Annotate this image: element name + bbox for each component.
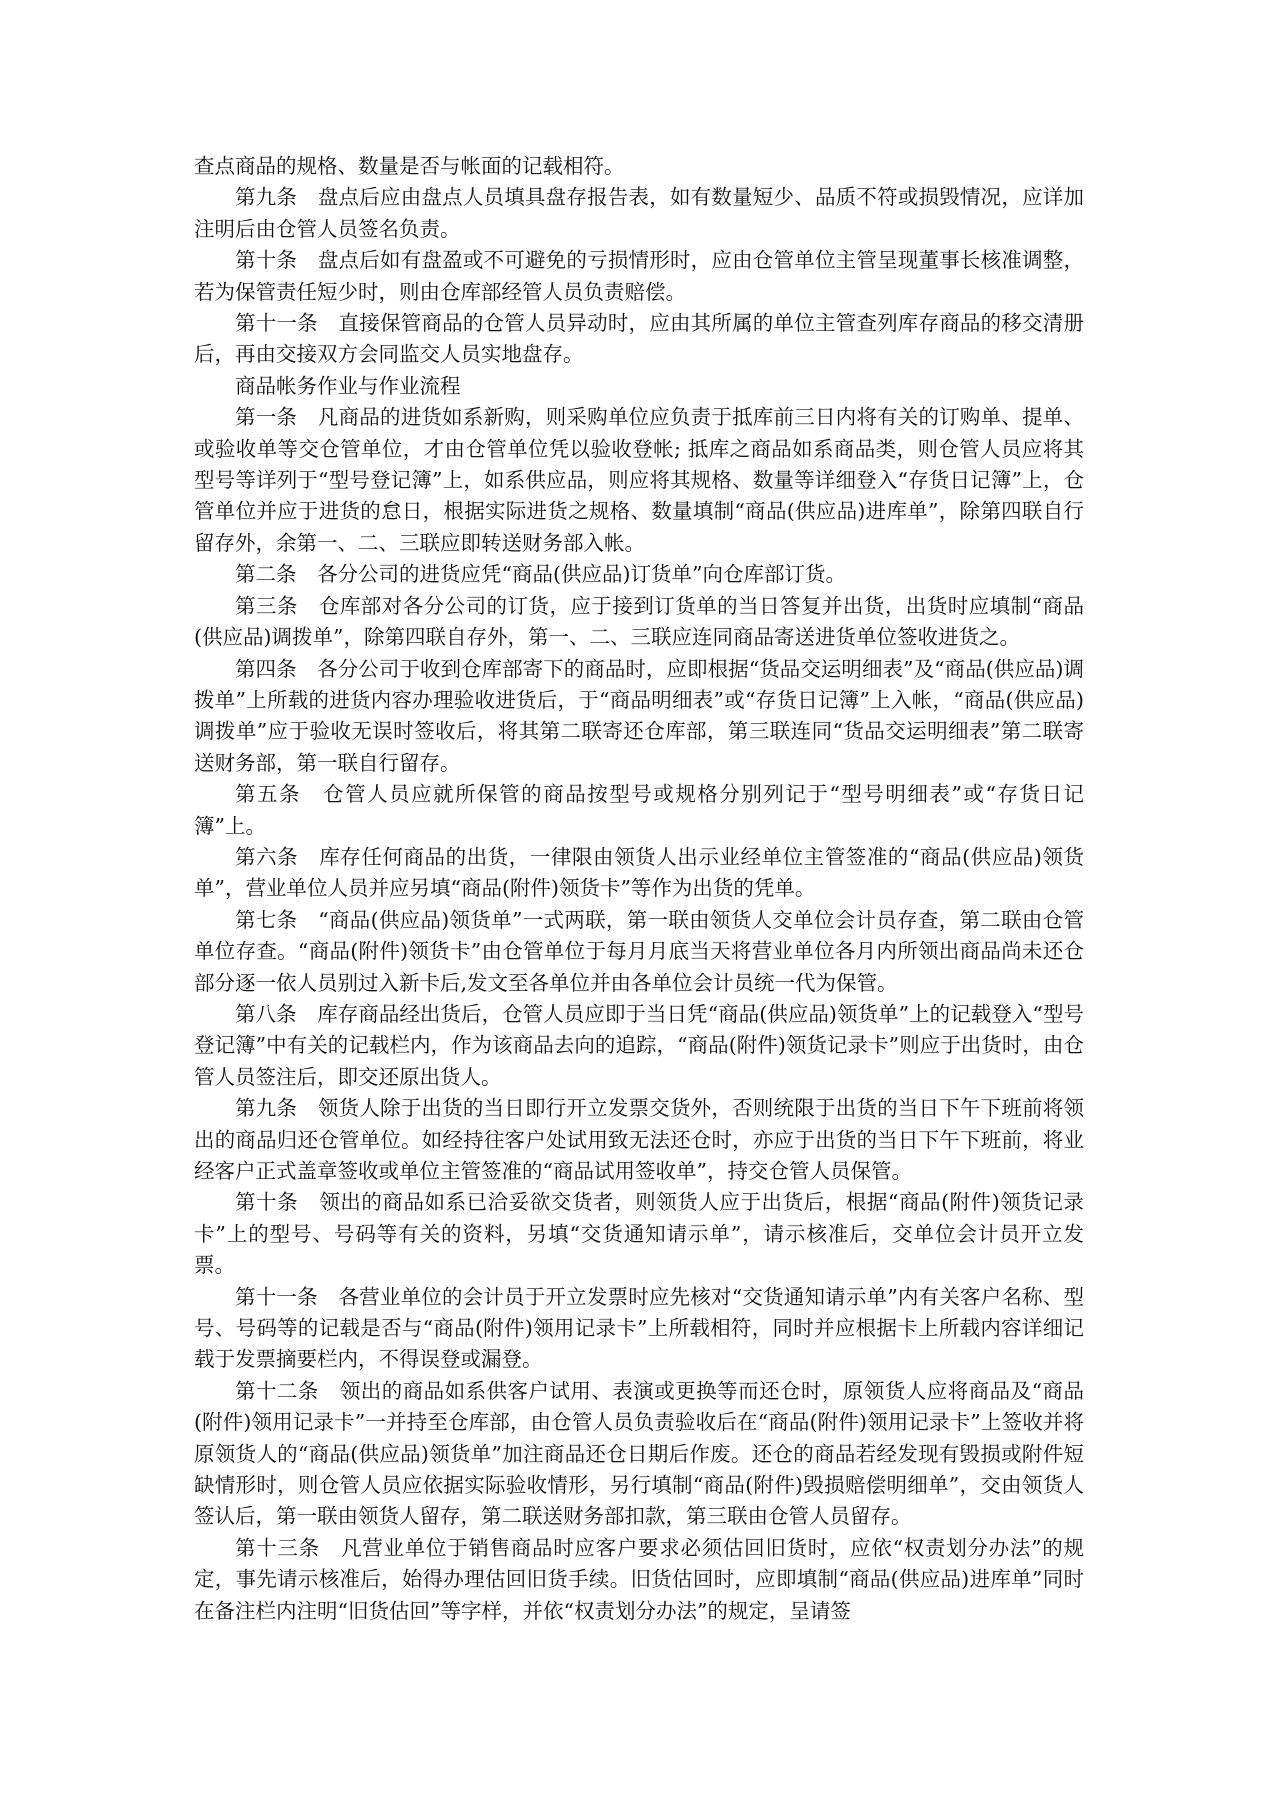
paragraph-section-article-4: 第四条 各分公司于收到仓库部寄下的商品时，应即根据“货品交运明细表”及“商品(供应品)调拨单”上所载的进货内容办理验收进货后，于“商品明细表”或“存货日记簿”上入帐，“商品(供应品)调拨单”应于验收无误时签收后，将其第二联寄还仓库部，第三联连同“货品交运明细表”第二联寄送财务部，第一联自行留存。 [194,656,1084,775]
paragraph-section-article-11: 第十一条 各营业单位的会计员于开立发票时应先核对“交货通知请示单”内有关客户名称、型号、号码等的记载是否与“商品(附件)领用记录卡”上所载相符，同时并应根据卡上所载内容详细记载于发票摘要栏内，不得误登或漏登。 [194,1284,1084,1372]
paragraph-section-article-5: 第五条 仓管人员应就所保管的商品按型号或规格分别列记于“型号明细表”或“存货日记簿”上。 [194,782,1084,838]
paragraph-article-11: 第十一条 直接保管商品的仓管人员异动时，应由其所属的单位主管查列库存商品的移交清册后，再由交接双方会同监交人员实地盘存。 [194,311,1084,367]
paragraph-section-article-3: 第三条 仓库部对各分公司的订货，应于接到订货单的当日答复并出货，出货时应填制“商品(供应品)调拨单”，除第四联自存外，第一、二、三联应连同商品寄送进货单位签收进货之。 [194,593,1084,650]
paragraph-1: 查点商品的规格、数量是否与帐面的记载相符。 [194,154,625,178]
paragraph-section-article-1: 第一条 凡商品的进货如系新购，则采购单位应负责于抵库前三日内将有关的订购单、提单、或验收单等交仓管单位，才由仓管单位凭以验收登帐; 抵库之商品如系商品类，则仓管人员应将其型号等详列于“型号登记簿”上，如系供应品，则应将其规格、数量等详细登入“存货日记簿”上，仓管单位并应于进货的怠日，根据实际进货之规格、数量填制“商品(供应品)进库单”，除第四联自行留存外，余第一、二、三联应即转送财务部入帐。 [194,405,1084,555]
paragraph-article-10: 第十条 盘点后如有盘盈或不可避免的亏损情形时，应由仓管单位主管呈现董事长核准调整，若为保管责任短少时，则由仓库部经管人员负责赔偿。 [194,248,1084,304]
paragraph-section-article-10: 第十条 领出的商品如系已洽妥欲交货者，则领货人应于出货后，根据“商品(附件)领货记录卡”上的型号、号码等有关的资料，另填“交货通知请示单”，请示核准后，交单位会计员开立发票。 [194,1190,1084,1278]
paragraph-article-9: 第九条 盘点后应由盘点人员填具盘存报告表，如有数量短少、品质不符或损毁情况，应详加注明后由仓管人员签名负责。 [194,185,1084,241]
paragraph-section-article-13: 第十三条 凡营业单位于销售商品时应客户要求必须估回旧货时，应依“权责划分办法”的规定，事先请示核准后，始得办理估回旧货手续。旧货估回时，应即填制“商品(供应品)进库单”同时在备注栏内注明“旧货估回”等字样，并依“权责划分办法”的规定，呈请签 [194,1535,1084,1623]
document-body [194,151,1084,1627]
paragraph-section-article-9: 第九条 领货人除于出货的当日即行开立发票交货外，否则统限于出货的当日下午下班前将领出的商品归还仓管单位。如经持往客户处试用致无法还仓时，亦应于出货的当日下午下班前，将业经客户正式盖章签收或单位主管签准的“商品试用签收单”，持交仓管人员保管。 [194,1096,1084,1183]
section-heading: 商品帐务作业与作业流程 [235,373,461,398]
paragraph-section-article-2: 第二条 各分公司的进货应凭“商品(供应品)订货单”向仓库部订货。 [235,562,846,587]
paragraph-section-article-12: 第十二条 领出的商品如系供客户试用、表演或更换等而还仓时，原领货人应将商品及“商品(附件)领用记录卡”一并持至仓库部，由仓管人员负责验收后在“商品(附件)领用记录卡”上签收并将原领货人的“商品(供应品)领货单”加注商品还仓日期后作废。还仓的商品若经发现有毁损或附件短缺情形时，则仓管人员应依据实际验收情形，另行填制“商品(附件)毁损赔偿明细单”，交由领货人签认后，第一联由领货人留存，第二联送财务部扣款，第三联由仓管人员留存。 [194,1378,1084,1529]
paragraph-section-article-8: 第八条 库存商品经出货后，仓管人员应即于当日凭“商品(供应品)领货单”上的记载登入“型号登记簿”中有关的记载栏内，作为该商品去向的追踪，“商品(附件)领货记录卡”则应于出货时，由仓管人员签注后，即交还原出货人。 [194,1001,1084,1089]
paragraph-section-article-7: 第七条 “商品(供应品)领货单”一式两联，第一联由领货人交单位会计员存查，第二联由仓管单位存查。“商品(附件)领货卡”由仓管单位于每月月底当天将营业单位各月内所领出商品尚未还仓部分逐一依人员别过入新卡后,发文至各单位并由各单位会计员统一代为保管。 [194,907,1084,995]
paragraph-section-article-6: 第六条 库存任何商品的出货，一律限由领货人出示业经单位主管签准的“商品(供应品)领货单”，营业单位人员并应另填“商品(附件)领货卡”等作为出货的凭单。 [194,844,1084,901]
